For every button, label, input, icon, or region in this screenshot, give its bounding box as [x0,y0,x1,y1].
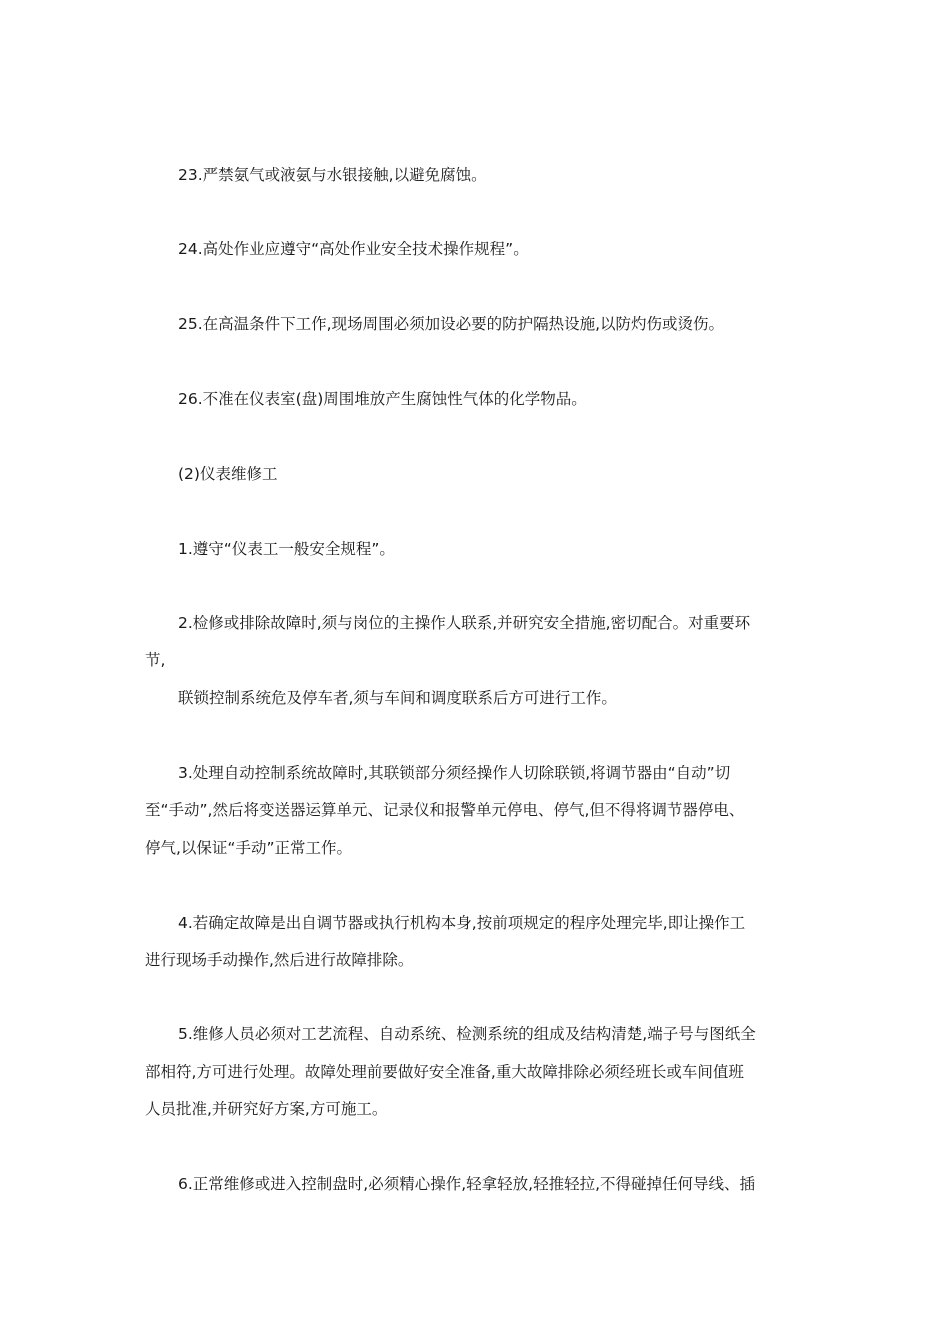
paragraph-2-line-1: 2.检修或排除故障时,须与岗位的主操作人联系,并研究安全措施,密切配合。对重要环 [178,614,751,632]
paragraph-23: 23.严禁氨气或液氨与水银接触,以避免腐蚀。 [178,166,487,184]
paragraph-5-line-1: 5.维修人员必须对工艺流程、自动系统、检测系统的组成及结构清楚,端子号与图纸全 [178,1025,756,1043]
section-heading: (2)仪表维修工 [178,465,278,483]
paragraph-2-line-2: 节, [145,651,166,669]
paragraph-5-line-3: 人员批准,并研究好方案,方可施工。 [145,1100,388,1118]
paragraph-24: 24.高处作业应遵守“高处作业安全技术操作规程”。 [178,240,529,258]
paragraph-3-line-2: 至“手动”,然后将变送器运算单元、记录仪和报警单元停电、停气,但不得将调节器停电、 [145,801,745,819]
paragraph-26: 26.不准在仪表室(盘)周围堆放产生腐蚀性气体的化学物品。 [178,390,587,408]
paragraph-3-line-1: 3.处理自动控制系统故障时,其联锁部分须经操作人切除联锁,将调节器由“自动”切 [178,764,731,782]
paragraph-25: 25.在高温条件下工作,现场周围必须加设必要的防护隔热设施,以防灼伤或烫伤。 [178,315,725,333]
paragraph-4-line-1: 4.若确定故障是出自调节器或执行机构本身,按前项规定的程序处理完毕,即让操作工 [178,914,746,932]
paragraph-4-line-2: 进行现场手动操作,然后进行故障排除。 [145,951,414,969]
paragraph-3-line-3: 停气,以保证“手动”正常工作。 [145,839,352,857]
paragraph-5-line-2: 部相符,方可进行处理。故障处理前要做好安全准备,重大故障排除必须经班长或车间值班 [145,1063,744,1081]
paragraph-6-line-1: 6.正常维修或进入控制盘时,必须精心操作,轻拿轻放,轻推轻拉,不得碰掉任何导线、插 [178,1175,755,1193]
paragraph-2-line-3: 联锁控制系统危及停车者,须与车间和调度联系后方可进行工作。 [178,689,617,707]
paragraph-1: 1.遵守“仪表工一般安全规程”。 [178,540,395,558]
